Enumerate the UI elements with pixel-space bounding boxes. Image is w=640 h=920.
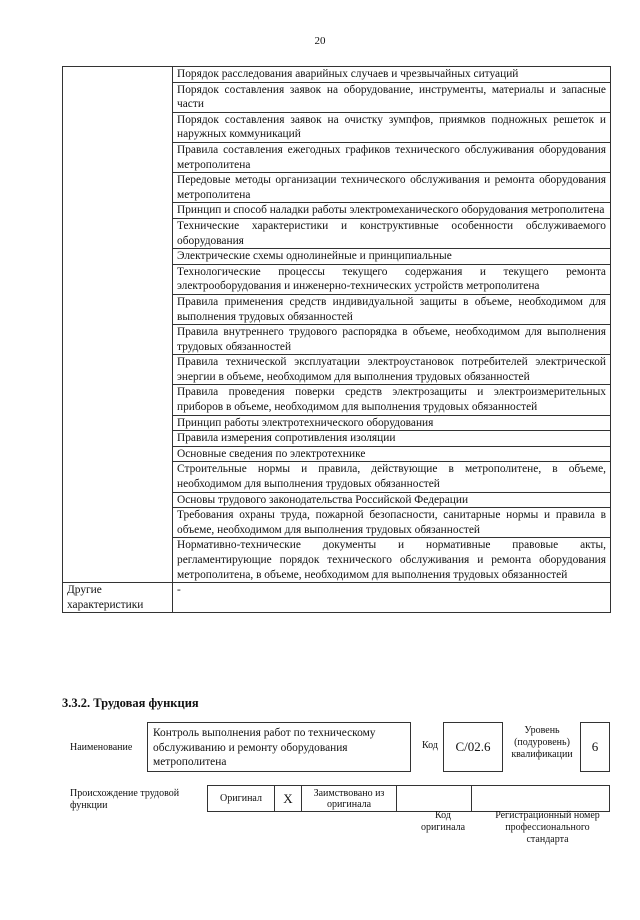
knowledge-table-body — [63, 67, 611, 583]
other-characteristics-label: Другие характеристики — [63, 583, 173, 613]
other-characteristics-value: - — [173, 583, 611, 613]
knowledge-item: Строительные нормы и правила, действующие в метрополитене, в объеме, необходимом для выполнения трудовых обязанностей — [173, 462, 611, 492]
other-characteristics-row — [63, 583, 611, 613]
knowledge-item: Правила измерения сопротивления изоляции — [173, 431, 611, 447]
knowledge-item: Электрические схемы однолинейные и принципиальные — [173, 249, 611, 265]
knowledge-item: Технические характеристики и конструктивные особенности обслуживаемого оборудования — [173, 218, 611, 248]
knowledge-item: Правила внутреннего трудового распорядка в объеме, необходимом для выполнения трудовых обязанностей — [173, 325, 611, 355]
origin-table — [207, 785, 610, 812]
name-label: Наименование — [70, 742, 133, 753]
original-mark: X — [275, 786, 302, 812]
code-original-cell — [397, 786, 472, 812]
knowledge-table — [62, 66, 611, 613]
reg-number-cell — [472, 786, 610, 812]
knowledge-item: Порядок расследования аварийных случаев и чрезвычайных ситуаций — [173, 67, 611, 83]
reg-number-label: Регистрационный номер профессионального стандарта — [495, 810, 600, 845]
knowledge-item: Принцип и способ наладки работы электромеханического оборудования метрополитена — [173, 203, 611, 219]
knowledge-item: Правила проведения поверки средств электрозащиты и электроизмерительных приборов в объеме, необходимом для выполнения трудовых обязанностей — [173, 385, 611, 415]
knowledge-item: Порядок составления заявок на оборудование, инструменты, материалы и запасные части — [173, 82, 611, 112]
page-number: 20 — [314, 35, 326, 47]
knowledge-item: Основные сведения по электротехнике — [173, 446, 611, 462]
table-row — [63, 67, 611, 83]
section-heading: 3.3.2. Трудовая функция — [62, 696, 199, 710]
origin-label: Происхождение трудовой функции — [70, 788, 180, 811]
knowledge-item: Правила составления ежегодных графиков технического обслуживания оборудования метрополитена — [173, 142, 611, 172]
knowledge-item: Порядок составления заявок на очистку зумпфов, приямков подножных решеток и наружных коммуникаций — [173, 112, 611, 142]
function-code-box: C/02.6 — [443, 722, 503, 772]
borrowed-label: Заимствовано из оригинала — [302, 786, 397, 812]
knowledge-item: Основы трудового законодательства Российской Федерации — [173, 492, 611, 508]
level-label: Уровень (подуровень) квалификации — [511, 725, 573, 760]
knowledge-item: Правила технической эксплуатации электроустановок потребителей электрической энергии в объеме, необходимом для выполнения трудовых обязанностей — [173, 355, 611, 385]
level-value-box: 6 — [580, 722, 610, 772]
knowledge-item: Требования охраны труда, пожарной безопасности, санитарные нормы и правила в объеме, необходимом для выполнения трудовых обязанностей — [173, 508, 611, 538]
code-original-label: Код оригинала — [420, 810, 466, 833]
original-label: Оригинал — [208, 786, 275, 812]
code-label: Код — [422, 740, 438, 751]
knowledge-item: Правила применения средств индивидуальной защиты в объеме, необходимом для выполнения трудовых обязанностей — [173, 294, 611, 324]
knowledge-item: Технологические процессы текущего содержания и текущего ремонта электрооборудования и инженерно-технических устройств метрополитена — [173, 264, 611, 294]
knowledge-item: Передовые методы организации технического обслуживания и ремонта оборудования метрополитена — [173, 173, 611, 203]
function-name-box: Контроль выполнения работ по техническому обслуживанию и ремонту оборудования метрополитена — [147, 722, 411, 772]
knowledge-item: Принцип работы электротехнического оборудования — [173, 415, 611, 431]
left-column-cell — [63, 67, 173, 583]
knowledge-item: Нормативно-технические документы и нормативные правовые акты, регламентирующие порядок технического обслуживания и ремонта оборудования метрополитена, в объеме, необходимом для выполнения трудовых обязанностей — [173, 538, 611, 583]
